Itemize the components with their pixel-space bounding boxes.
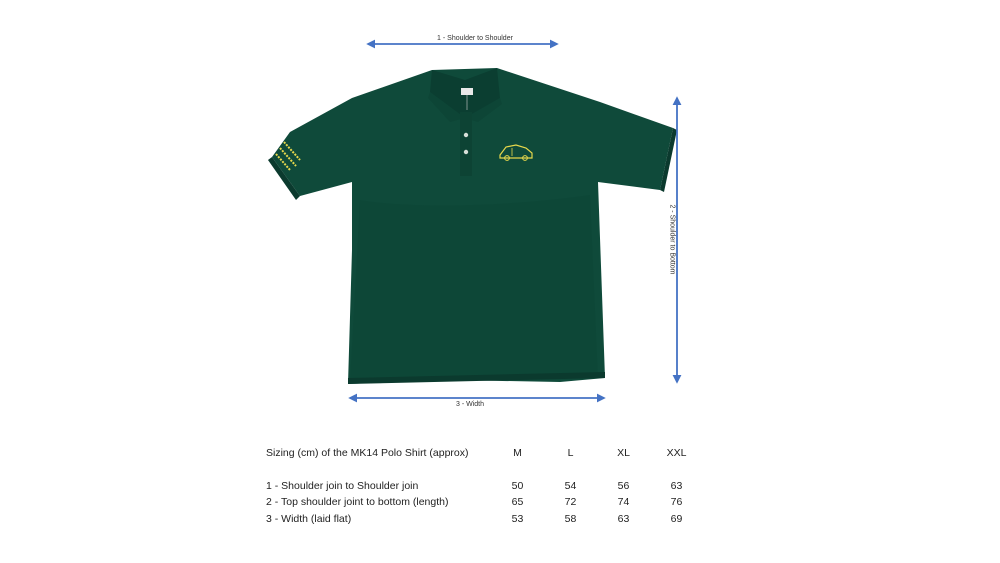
cell-value: 58 [564,512,577,525]
size-table-header [266,445,703,462]
table-row [266,511,703,528]
cell-value: 76 [670,496,683,509]
shoulder-label: 1 - Shoulder to Shoulder [437,35,513,42]
size-table-title: Sizing (cm) of the MK14 Polo Shirt (approx) [266,447,469,460]
shirt-placket [460,112,472,176]
cell-value: 72 [564,496,577,509]
size-table [266,445,703,527]
length-label: 2 - Shoulder to Bottom [668,204,676,275]
cell-value: 69 [670,512,683,525]
size-header-xl: XL [617,447,630,460]
cell-value: 53 [511,512,524,525]
table-row [266,494,703,511]
polo-shirt-image [268,68,677,384]
cell-value: 50 [511,479,524,492]
cell-value: 74 [617,496,630,509]
table-row [266,478,703,495]
width-label: 3 - Width [455,401,484,408]
row-label: 3 - Width (laid flat) [266,512,352,525]
size-header-m: M [513,447,522,460]
cell-value: 54 [564,479,577,492]
row-label: 1 - Shoulder join to Shoulder join [266,479,419,492]
cell-value: 65 [511,496,524,509]
size-header-xxl: XXL [666,447,687,460]
row-label: 2 - Top shoulder joint to bottom (length) [266,496,449,509]
shirt-tag [461,88,473,95]
size-header-l: L [567,447,574,460]
cell-value: 56 [617,479,630,492]
cell-value: 63 [617,512,630,525]
cell-value: 63 [670,479,683,492]
